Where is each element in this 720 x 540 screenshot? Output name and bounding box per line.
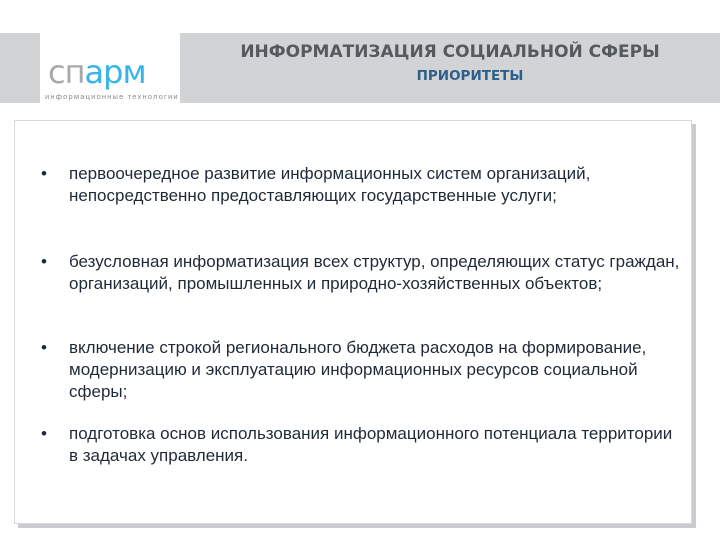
bullet: • xyxy=(41,164,47,183)
list-item xyxy=(41,163,681,207)
slide-title: ИНФОРМАТИЗАЦИЯ СОЦИАЛЬНОЙ СФЕРЫ xyxy=(240,42,660,62)
list-item xyxy=(41,423,681,467)
bullet: • xyxy=(41,338,47,357)
logo-main-text: сп xyxy=(48,53,85,91)
list-item xyxy=(41,251,681,295)
list-item-text: безусловная информатизация всех структур, определяющих статус граждан, организаций, промышленных и природно-хозяйственных объектов; xyxy=(69,252,680,293)
list-item xyxy=(41,337,681,403)
bullet: • xyxy=(41,252,47,271)
list-item-text: первоочередное развитие информационных систем организаций, непосредственно предоставляющих государственные услуги; xyxy=(69,164,591,205)
list-item-text: подготовка основ использования информационного потенциала территории в задачах управления. xyxy=(69,424,673,465)
content-panel xyxy=(14,120,692,524)
list-item-text: включение строкой регионального бюджета расходов на формирование, модернизацию и эксплуатацию информационных ресурсов социальной сферы; xyxy=(69,338,647,401)
company-logo xyxy=(48,53,146,91)
logo-tagline: информационные технологии xyxy=(45,92,179,101)
bullet: • xyxy=(41,424,47,443)
slide-subtitle: ПРИОРИТЕТЫ xyxy=(416,68,524,84)
logo-accent-text: арм xyxy=(84,53,146,91)
